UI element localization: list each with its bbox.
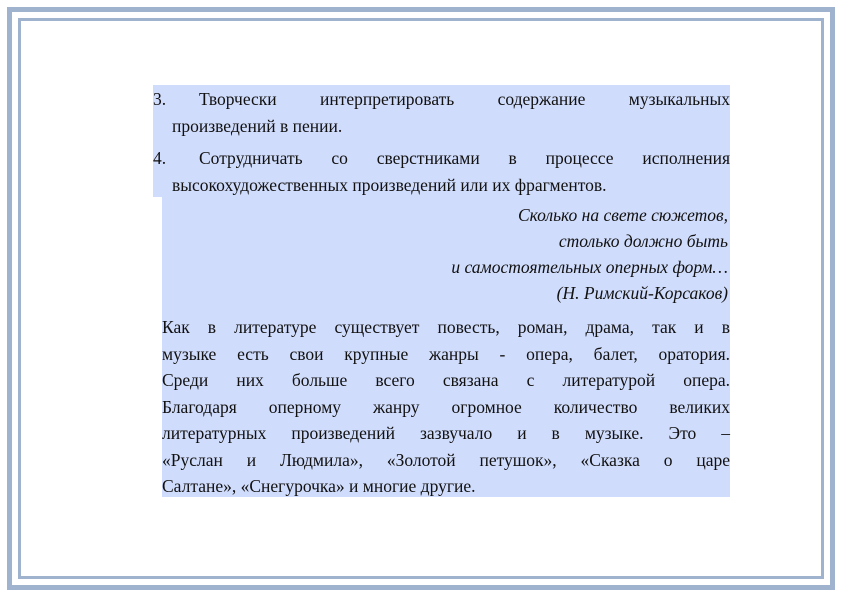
list-item-3-text: Творчески интерпретировать содержание музыкальных: [199, 89, 730, 109]
paragraph-line-1: Как в литературе существует повесть, роман, драма, так и в: [162, 317, 730, 337]
epigraph-author: (Н. Римский-Корсаков): [556, 283, 728, 303]
paragraph-line-6: «Руслан и Людмила», «Золотой петушок», «Сказка о царе: [162, 449, 730, 470]
list-item-3-line1: [153, 86, 730, 113]
paragraph-line-3: Среди них больше всего связана с литературой опера.: [162, 370, 730, 390]
objectives-list: [153, 85, 730, 197]
paragraph-line-7: Салтане», «Снегурочка» и многие другие.: [162, 476, 476, 496]
list-item-3-line2: произведений в пении.: [172, 116, 343, 136]
list-item-3: [153, 86, 730, 140]
list-item-4: [153, 145, 730, 199]
epigraph: [162, 197, 730, 307]
list-item-4-text: Сотрудничать со сверстниками в процессе исполнения: [199, 148, 730, 168]
list-item-4-number: 4.: [153, 148, 167, 168]
paragraph-line-5: литературных произведений зазвучало и в музыке. Это –: [162, 423, 730, 443]
paragraph-line-4: Благодаря оперному жанру огромное количество великих: [162, 396, 730, 417]
list-item-4-line2: высокохудожественных произведений или их фрагментов.: [172, 175, 607, 195]
body-paragraph: [162, 307, 730, 497]
list-item-4-line1: [153, 145, 730, 172]
epigraph-line-2: столько должно быть: [558, 231, 728, 251]
epigraph-line-1: Сколько на свете сюжетов,: [517, 205, 728, 225]
epigraph-line-3: и самостоятельных оперных форм…: [451, 257, 728, 277]
paragraph-line-2: музыке есть свои крупные жанры - опера, балет, оратория.: [162, 343, 730, 364]
list-item-3-number: 3.: [153, 89, 167, 109]
